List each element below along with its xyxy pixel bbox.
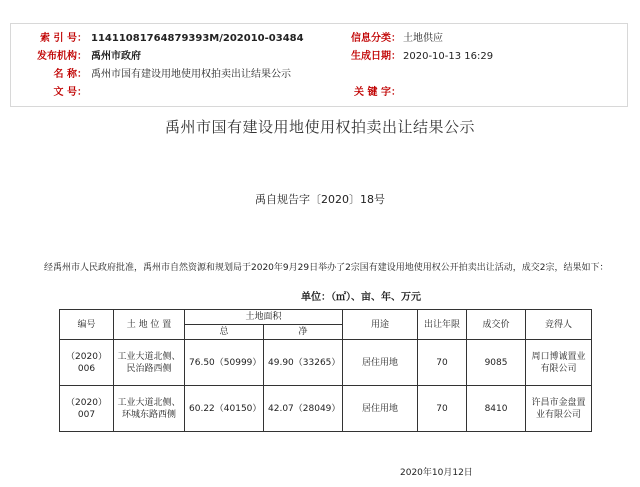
date-label: 生成日期： [351, 51, 401, 62]
name-label: 名 称： [53, 69, 87, 80]
publish-date: 2020年10月12日 [400, 468, 473, 478]
table-row [60, 340, 592, 386]
table-row [60, 386, 592, 432]
date-value: 2020-10-13 16:29 [403, 51, 494, 62]
document-title: 禹州市国有建设用地使用权拍卖出让结果公示 [164, 118, 475, 136]
header-term: 出让年限 [418, 310, 467, 340]
header-total: 总 [185, 325, 264, 340]
header-price: 成交价 [467, 310, 526, 340]
document-number: 禹自规告字〔2020〕18号 [255, 193, 385, 206]
cell-no: （2020）006 [60, 340, 114, 386]
keyword-label: 关 键 字： [354, 87, 401, 98]
category-value: 土地供应 [403, 33, 443, 44]
results-table [59, 309, 592, 432]
cell-total: 60.22（40150） [185, 386, 264, 432]
table-header-row-1 [60, 310, 592, 325]
header-use: 用途 [343, 310, 418, 340]
cell-total: 76.50（50999） [185, 340, 264, 386]
category-label: 信息分类： [351, 33, 401, 44]
header-location: 土 地 位 置 [114, 310, 185, 340]
intro-paragraph: 经禹州市人民政府批准，禹州市自然资源和规划局于2020年9月29日举办了2宗国有建设用地使用权公开拍卖出让活动，成交2宗，结果如下： [44, 263, 609, 273]
cell-use: 居住用地 [343, 386, 418, 432]
cell-winner: 许昌市金盘置业有限公司 [526, 386, 592, 432]
index-value: 11411081764879393M/202010-03484 [91, 33, 304, 44]
cell-price: 9085 [467, 340, 526, 386]
cell-price: 8410 [467, 386, 526, 432]
cell-term: 70 [418, 386, 467, 432]
meta-row-index [11, 29, 627, 49]
header-winner: 竞得人 [526, 310, 592, 340]
cell-location: 工业大道北侧、环城东路西侧 [114, 386, 185, 432]
cell-net: 49.90（33265） [264, 340, 343, 386]
unit-note: 单位：（㎡）、亩、年、万元 [301, 292, 421, 303]
meta-info-box [10, 23, 628, 107]
name-value: 禹州市国有建设用地使用权拍卖出让结果公示 [91, 69, 291, 80]
cell-use: 居住用地 [343, 340, 418, 386]
header-area: 土地面积 [185, 310, 343, 325]
docnum-label: 文 号： [53, 87, 87, 98]
index-label: 索 引 号： [40, 33, 87, 44]
cell-net: 42.07（28049） [264, 386, 343, 432]
cell-no: （2020）007 [60, 386, 114, 432]
meta-row-publisher [11, 47, 627, 67]
publisher-label: 发布机构： [37, 51, 87, 62]
publisher-value: 禹州市政府 [91, 51, 141, 62]
meta-row-name [11, 65, 627, 85]
header-net: 净 [264, 325, 343, 340]
meta-row-docnum [11, 83, 627, 103]
cell-term: 70 [418, 340, 467, 386]
cell-location: 工业大道北侧、民治路西侧 [114, 340, 185, 386]
header-no: 编号 [60, 310, 114, 340]
cell-winner: 周口博诚置业有限公司 [526, 340, 592, 386]
